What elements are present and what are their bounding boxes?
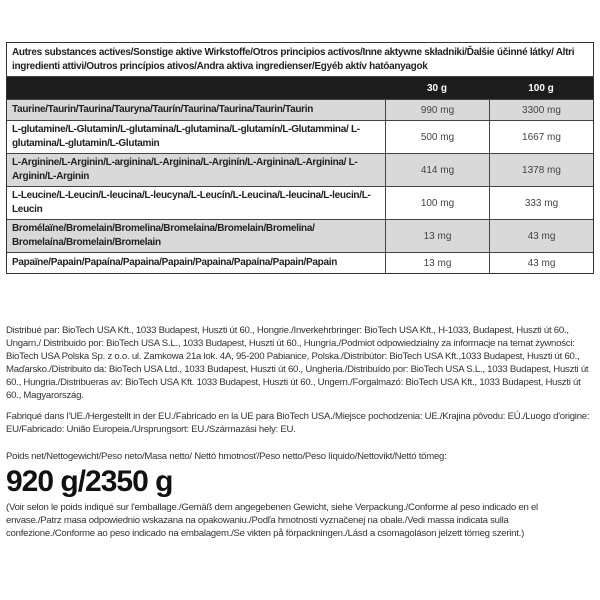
amount-30g: 990 mg [385,100,489,120]
amount-100g: 333 mg [489,187,593,219]
table-title-line: Altri ingredienti attivi/Outros princípios ativos/Andra aktiva ingredienser/Egyéb aktív hatóanyagok [12,47,575,72]
table-row [7,219,593,252]
distributor-line: Ltd., 1033 Budapest, Huszti út 60., Ungheria./Distribuído por: BioTech USA S.L., 1033 Budapest, Huszti út 60., Hungria./Distribueras av: BioTech USA Kft. 1033 [6,364,589,388]
origin-line: Fabriqué dans l'UE./Hergestellt in der EU./Fabricado en la UE para BioTech USA./Miejsce pochodzenia: UE./Krajina pôvodu: EÚ./Luogo d'origine: EU/Fabricado: [6,411,590,435]
amount-30g: 500 mg [385,121,489,153]
ingredient-name [7,220,385,252]
ingredient-name [7,100,385,120]
table-body [7,99,593,273]
distributor-info [6,324,594,402]
ingredient-name-line: L-glutamina/L-glutamin/L-Glutamin [12,124,360,149]
note-line: odpowiednio wskazana na opakowaniu./Podľa hmotnosti vyznačenej na obale./Vedi massa indicata sulla confezione./Conforme ao peso indicado na [6,515,509,539]
amount-30g: 13 mg [385,220,489,252]
ingredient-name-line: L-Arginin/L-Arginin [12,157,358,182]
table-title [7,43,593,76]
ingredient-name [7,154,385,186]
note-line: embalagem./Se vikten på förpackningen./Lásd a csomagoláson jelzett tömeg szerint.) [180,528,525,539]
table-row [7,252,593,273]
ingredient-name-line: L-Arginine/L-Arginin/L-arginina/L-Arginina/L-Arginín/L-Arginina/L-Arginina/ [12,157,347,168]
net-weight-label-line: Nettó hmotnosť/Peso netto/Peso líquido/Nettovikt/Nettó tömeg: [194,451,447,462]
table-row [7,120,593,153]
amount-30g: 13 mg [385,253,489,273]
amount-100g: 43 mg [489,253,593,273]
ingredient-name-line: L-Leucine/L-Leucin/L-leucina/L-leucyna/L-Leucín/L-Leucina/L-leucina/L-leucin/L-Leucin [12,190,371,215]
ingredient-name-line: L-glutamine/L-Glutamin/L-glutamina/L-glutamina/L-glutamín/L-Glutammina/ [12,124,349,135]
ingredient-name-line: Bromelaína/Bromelain/Bromelain [12,237,161,248]
distributor-line: Distribué par: BioTech USA Kft., 1033 Budapest, Huszti út 60., Hongrie./Inverkehrbringer: BioTech USA Kft., H-1033, Budapest, Huszti út 60., Ungarn./ [6,325,569,349]
amount-100g: 3300 mg [489,100,593,120]
table-header-row [7,76,593,99]
header-100g: 100 g [528,82,554,94]
weight-note [6,501,594,540]
origin-info [6,410,594,436]
ingredient-name [7,187,385,219]
ingredient-name-line: Bromélaïne/Bromelain/Bromelina/Bromelaina/Bromelain/Bromelina/ [12,223,315,234]
ingredient-name [7,253,385,273]
distributor-line: z o.o. ul. Zamkowa 21a lok. 4A, 95-200 Pabianice, Polska./Distribútor: BioTech USA Kft.,1033 Budapest, Huszti út 60., Maďarsko./Distribuito da: BioTech USA [6,351,580,375]
amount-100g: 1667 mg [489,121,593,153]
net-weight-label-line: Poids net/Nettogewicht/Peso neto/Masa netto/ [6,451,192,462]
amount-100g: 43 mg [489,220,593,252]
header-ingredient [7,77,385,99]
table-row [7,186,593,219]
amount-30g: 414 mg [385,154,489,186]
table-row [7,99,593,120]
net-weight-label [6,450,594,463]
net-weight-value: 920 g/2350 g [6,465,173,498]
table-title-line: Autres substances actives/Sonstige aktive Wirkstoffe/Otros principios activos/Inne aktywne składniki/Ďalšie účinné látky/ [12,47,554,58]
note-line: (Voir selon le poids indiqué sur l'emballage./Gemäß dem angegebenen Gewicht, siehe Verpackung./Conforme al peso indicado en el envase./Patrz masa [6,502,538,526]
origin-line: União Europeia./Ursprungsort: EU./Származási hely: EU. [66,424,296,435]
table-row [7,153,593,186]
ingredient-name [7,121,385,153]
amount-100g: 1378 mg [489,154,593,186]
ingredient-name-line: Papaïne/Papain/Papaína/Papaina/Papain/Papaina/Papaína/Papain/Papain [12,257,338,268]
ingredient-name-line: Taurine/Taurin/Taurina/Tauryna/Taurín/Taurina/Taurina/Taurin/Taurin [12,104,314,115]
distributor-line: Budapest, Huszti út 60., Ungern./Forgalmazó: BioTech USA Kft., 1033 Budapest, Huszti út 60., Magyarország. [6,377,581,401]
header-30g: 30 g [426,82,447,94]
amount-30g: 100 mg [385,187,489,219]
distributor-line: Distribuido por: BioTech USA S.L., 1033 Budapest, Huszti út 60., Hungría./Podmiot odpowiedzialny za informacje na temat żywności: BioTech USA Polska Sp. [6,338,575,362]
active-substances-table [6,42,594,274]
